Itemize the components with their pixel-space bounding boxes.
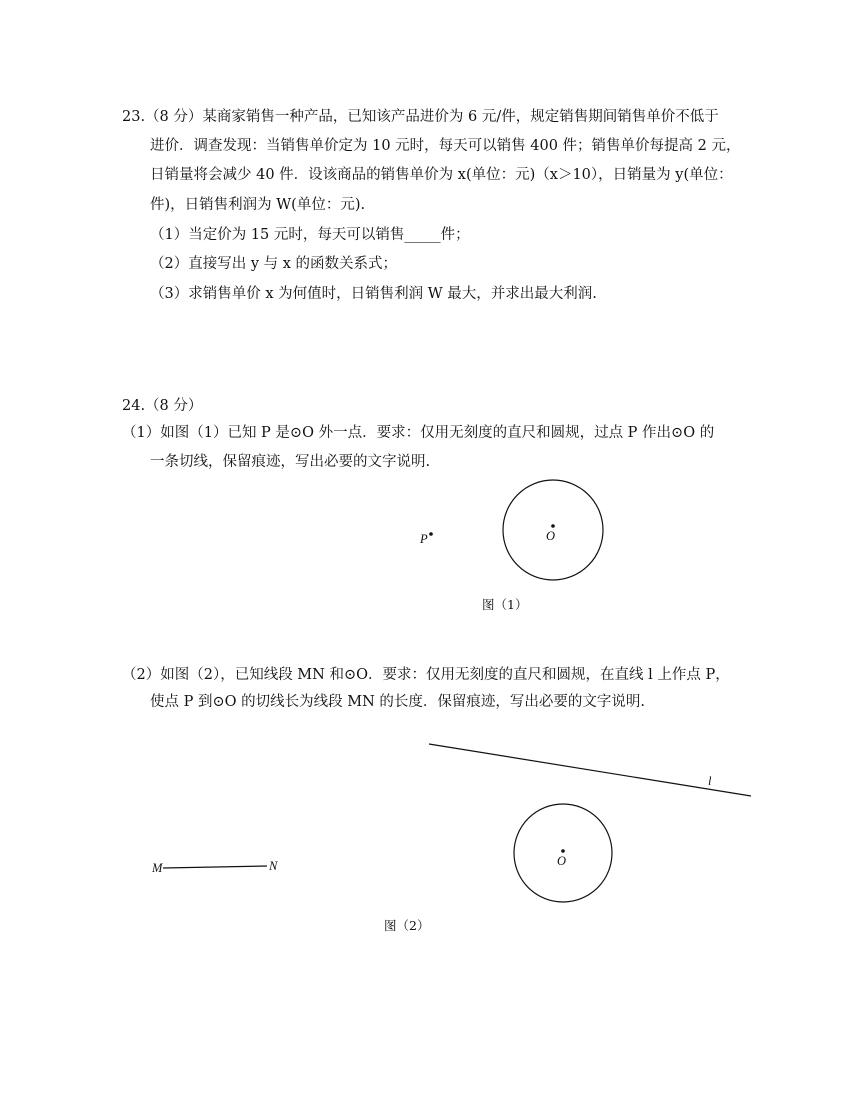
q24-part-2-line-1: （2）如图（2），已知线段 MN 和⊙O．要求：仅用无刻度的直尺和圆规，在直线 l 上作点 P， — [122, 667, 730, 683]
q24-part-1-line-2: 一条切线，保留痕迹，写出必要的文字说明. — [150, 454, 431, 470]
q23-part-2: （2）直接写出 y 与 x 的函数关系式； — [150, 256, 398, 272]
q23-line-3: 日销量将会减少 40 件．设该商品的销售单价为 x(单位：元)（x＞10），日销量为 y(单位： — [150, 167, 733, 183]
q24-heading: 24.（8 分） — [122, 398, 203, 414]
label-m: M — [152, 861, 163, 875]
label-n: N — [269, 859, 278, 873]
q23-part-1: （1）当定价为 15 元时，每天可以销售_____件； — [150, 227, 470, 243]
line-l — [429, 744, 751, 796]
circle-o-fig2 — [514, 804, 612, 902]
point-o-fig2 — [561, 849, 565, 853]
label-o-fig2: O — [557, 854, 567, 868]
figure-1-caption: 图（1） — [482, 597, 528, 612]
q23-line-4: 件)，日销售利润为 W(单位：元). — [150, 197, 366, 213]
label-l: l — [708, 774, 712, 788]
label-p-fig1: P — [420, 532, 428, 546]
q24-part-1-line-1: （1）如图（1）已知 P 是⊙O 外一点．要求：仅用无刻度的直尺和圆规，过点 P 作出⊙O 的 — [122, 425, 715, 441]
point-p-fig1 — [429, 532, 433, 536]
figure-2-caption: 图（2） — [384, 918, 430, 933]
q24-part-2-line-2: 使点 P 到⊙O 的切线长为线段 MN 的长度．保留痕迹，写出必要的文字说明. — [150, 694, 645, 710]
q23-line-1: 23.（8 分）某商家销售一种产品，已知该产品进价为 6 元/件，规定销售期间销售单价不低于 — [122, 109, 719, 125]
point-o-fig1 — [551, 524, 555, 528]
segment-mn — [163, 866, 267, 868]
q23-line-2: 进价．调查发现：当销售单价定为 10 元时，每天可以销售 400 件；销售单价每提高 2 元， — [150, 138, 741, 154]
label-o-fig1: O — [546, 529, 556, 543]
q23-part-3: （3）求销售单价 x 为何值时，日销售利润 W 最大，并求出最大利润. — [150, 286, 597, 302]
